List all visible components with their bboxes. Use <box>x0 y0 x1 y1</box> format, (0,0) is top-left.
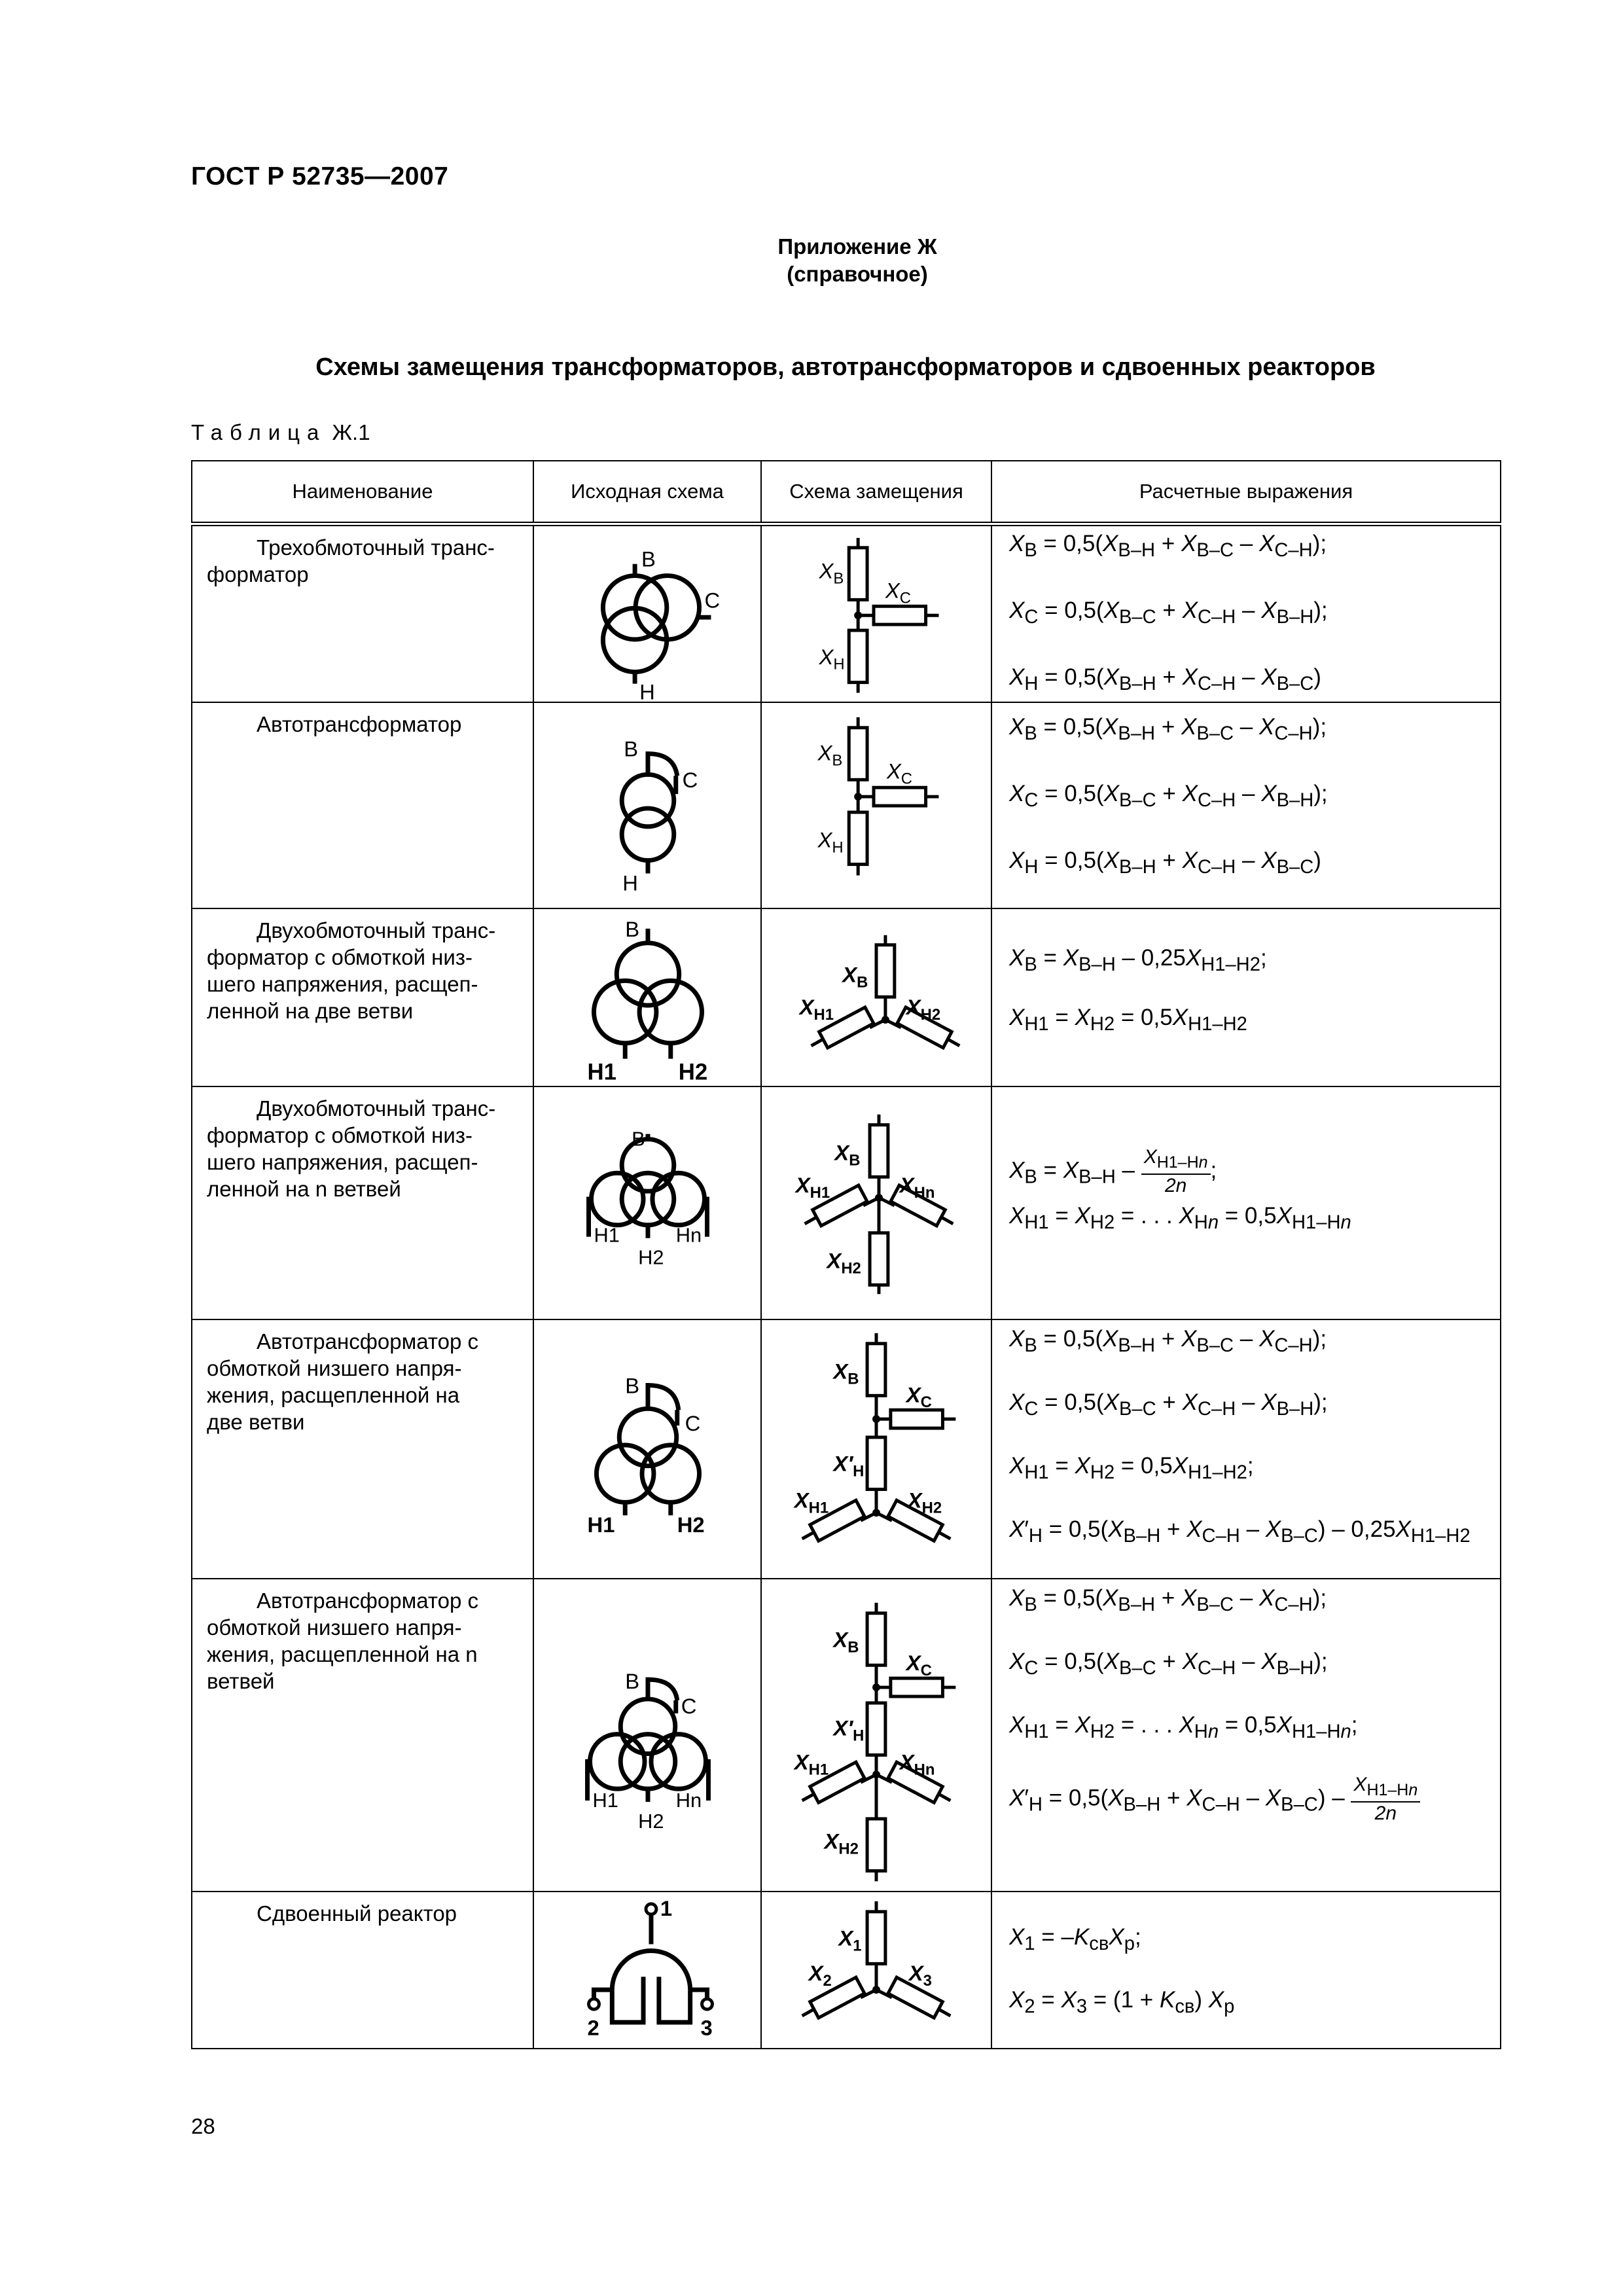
winding-circle <box>616 942 679 1005</box>
row-name-line: жения, расщепленной на n <box>207 1642 478 1667</box>
scheme-label: В <box>625 1669 640 1694</box>
subst-label: $X_Н$ <box>819 644 845 673</box>
resistor <box>867 1912 885 1964</box>
formula-line: $X_В = 0,5(X_{В-Н} + X_{В-С} - X_{С-Н})$; <box>1009 531 1327 561</box>
scheme-label: Н2 <box>677 1513 705 1537</box>
scheme-label: С <box>681 1693 697 1718</box>
formula-cell <box>991 1579 1501 1892</box>
formula-line: $X_Н = 0,5(X_{В-Н} + X_{С-Н} - X_{В-С})$ <box>1009 664 1321 694</box>
equivalent-star-split <box>762 909 991 1086</box>
formula-cell <box>991 702 1501 908</box>
scheme-label: С <box>685 1411 701 1436</box>
formula-line: $X_В = X_{В-Н}$ – $X_{Н1-Нn}$ 2n ; <box>1009 1146 1217 1197</box>
equivalent-star-auto-n <box>762 1579 991 1890</box>
split-winding-transformer-symbol <box>534 909 760 1086</box>
formula-cell <box>991 908 1501 1086</box>
subst-label: $X_{Н1}$ <box>794 1488 829 1517</box>
winding-circle <box>591 1173 643 1225</box>
n-split-autotransformer-symbol <box>534 1579 760 1890</box>
page-number: 28 <box>191 2114 215 2138</box>
formula-cell <box>991 1892 1501 2049</box>
scheme-label: Н2 <box>638 1809 664 1833</box>
row-name-line: ленной на две ветви <box>207 998 414 1023</box>
formula-line: $X_С = 0,5(X_{В-С} + X_{С-Н} - X_{В-Н})$; <box>1009 781 1328 812</box>
subst-label: $X_В$ <box>834 1140 861 1170</box>
subst-label: $X_С$ <box>906 1382 932 1412</box>
subst-label: $X_В$ <box>833 1627 859 1657</box>
equivalent-star-3 <box>762 703 991 907</box>
row-name-line: шего напряжения, расщеп- <box>207 1150 478 1175</box>
subst-label: $X_{Н2}$ <box>907 1488 942 1517</box>
scheme-label: Н <box>622 870 638 895</box>
subst-label: $X_2$ <box>808 1961 832 1990</box>
split-autotransformer-symbol <box>534 1320 760 1578</box>
source-scheme-cell <box>533 1319 761 1579</box>
resistor <box>867 1344 885 1396</box>
scheme-label: С <box>682 768 698 793</box>
appendix-type: (справочное) <box>787 262 928 286</box>
formula-line: $X_{Н1} = X_{Н2}$ = . . . $X_{Нn} = 0,5X_{Н1-Нn}$; <box>1009 1712 1358 1743</box>
resistor <box>849 548 867 600</box>
double-reactor-symbol <box>534 1892 760 2047</box>
scheme-label: Н1 <box>587 1513 615 1537</box>
substitution-table <box>191 460 1501 2049</box>
winding-circle <box>590 1734 645 1789</box>
autotransformer-tap <box>648 1386 679 1410</box>
formula-line: $X_1 = -K_{св}X_р$; <box>1009 1924 1141 1955</box>
table-header-row <box>192 461 1501 524</box>
formula-line: $X_{Н1} = X_{Н2} = 0,5X_{Н1-Н2}$; <box>1009 1453 1254 1484</box>
scheme-label: Н1 <box>592 1789 618 1812</box>
formula-line: $X_В = X_{В-Н} - 0,25X_{Н1-Н2}$; <box>1009 944 1267 975</box>
reactor-arc <box>612 1951 690 1990</box>
subst-label: $X_{Н1}$ <box>795 1173 830 1202</box>
table-row <box>192 524 1501 703</box>
autotransformer-symbol <box>534 703 760 907</box>
standard-number: ГОСТ Р 52735—2007 <box>191 162 449 190</box>
formula-line: $X'_Н = 0,5(X_{В-Н} + X_{С-Н} - X_{В-С})$ – $X_{Н1-Нn}$ 2n <box>1009 1774 1500 1825</box>
subst-label: $X_В$ <box>833 1359 859 1388</box>
formula-line: $X'_Н = 0,5(X_{В-Н} + X_{С-Н} - X_{В-С}) - 0,25X_{Н1-Н2}$ <box>1009 1516 1471 1547</box>
formula-cell <box>991 1319 1501 1579</box>
scheme-label: 3 <box>700 2015 713 2040</box>
formula-line: $X_Н = 0,5(X_{В-Н} + X_{С-Н} - X_{В-С})$ <box>1009 848 1321 878</box>
subst-label: $X_{Нn}$ <box>899 1749 935 1779</box>
row-name-line: обмоткой низшего напря- <box>207 1356 462 1381</box>
subst-label: $X_{Н1}$ <box>794 1749 829 1779</box>
winding-circle <box>620 1699 675 1754</box>
formula-line: $X_{Н1} = X_{Н2} = 0,5X_{Н1-Н2}$ <box>1009 1004 1247 1035</box>
row-name-line: ветвей <box>207 1669 275 1694</box>
row-name <box>192 702 533 908</box>
winding-circle <box>622 1173 674 1225</box>
subst-label: $X_{Нn}$ <box>899 1173 935 1202</box>
row-name-line: форматор <box>207 562 309 586</box>
table-row <box>192 702 1501 908</box>
winding-circle <box>622 809 674 861</box>
resistor <box>870 1233 888 1285</box>
scheme-label: В <box>624 736 639 761</box>
row-name-line: Трехобмоточный транс- <box>257 535 495 560</box>
row-name-line: форматор с обмоткой низ- <box>207 944 473 969</box>
column-header-name: Наименование <box>192 461 533 524</box>
subst-label: $X_В$ <box>817 740 843 770</box>
scheme-label: Н1 <box>587 1060 617 1085</box>
row-name-line: Сдвоенный реактор <box>257 1901 457 1926</box>
equivalent-star-n <box>762 1087 991 1319</box>
resistor <box>849 812 867 865</box>
resistor <box>874 788 926 806</box>
subst-label: $X'_Н$ <box>833 1451 865 1480</box>
equivalent-scheme-cell <box>761 1892 991 2049</box>
scheme-label: С <box>704 588 721 613</box>
row-name <box>192 908 533 1086</box>
three-winding-transformer-symbol <box>534 526 760 702</box>
column-header-equivalent-scheme: Схема замещения <box>761 461 991 524</box>
winding-circle <box>651 1734 706 1789</box>
table-caption-label: Таблица <box>191 420 327 444</box>
equivalent-scheme-cell <box>761 1319 991 1579</box>
row-name <box>192 1319 533 1579</box>
appendix-title: Приложение Ж <box>777 234 937 259</box>
table-row <box>192 1892 1501 2049</box>
equivalent-scheme-cell <box>761 702 991 908</box>
column-header-formulas: Расчетные выражения <box>991 461 1501 524</box>
resistor <box>849 728 867 780</box>
table-caption <box>191 420 370 445</box>
source-scheme-cell <box>533 702 761 908</box>
formula-line: $X_{Н1} = X_{Н2}$ = . . . $X_{Нn} = 0,5X_{Н1-Нn}$ <box>1009 1203 1351 1234</box>
formula-line: $X_С = 0,5(X_{В-С} + X_{С-Н} - X_{В-Н})$; <box>1009 1649 1328 1679</box>
terminal <box>702 1999 713 2009</box>
source-scheme-cell <box>533 1086 761 1319</box>
source-scheme-cell <box>533 524 761 703</box>
subst-label: $X_3$ <box>908 1961 932 1990</box>
table-row <box>192 1319 1501 1579</box>
equivalent-scheme-cell <box>761 1579 991 1892</box>
subst-label: $X'_Н$ <box>833 1715 865 1745</box>
row-name <box>192 1086 533 1319</box>
autotransformer-tap <box>648 754 677 776</box>
subst-label: $X_1$ <box>838 1926 862 1955</box>
subst-label: $X_{Н2}$ <box>827 1248 861 1278</box>
formula-line: $X_В = 0,5(X_{В-Н} + X_{В-С} - X_{С-Н})$; <box>1009 1326 1327 1357</box>
subst-label: $X_С$ <box>885 578 912 607</box>
scheme-label: 2 <box>587 2015 599 2040</box>
equivalent-scheme-cell <box>761 908 991 1086</box>
formula-cell <box>991 1086 1501 1319</box>
terminal <box>646 1904 656 1914</box>
winding-circle <box>639 980 702 1043</box>
equivalent-scheme-cell <box>761 1086 991 1319</box>
scheme-label: В <box>632 1127 645 1151</box>
table-caption-number: Ж.1 <box>326 420 370 444</box>
formula-line: $X_В = 0,5(X_{В-Н} + X_{В-С} - X_{С-Н})$; <box>1009 1585 1327 1616</box>
row-name <box>192 1892 533 2049</box>
resistor <box>867 1703 885 1755</box>
n-split-winding-transformer-symbol <box>534 1087 760 1319</box>
resistor <box>849 630 867 683</box>
resistor <box>874 606 926 624</box>
terminal <box>589 1999 599 2009</box>
subst-label: $X_{Н2}$ <box>906 994 941 1024</box>
scheme-label: Н1 <box>594 1223 620 1247</box>
resistor <box>891 1410 943 1428</box>
document-title: Схемы замещения трансформаторов, автотрансформаторов и сдвоенных реакторов <box>315 353 1376 381</box>
source-scheme-cell <box>533 1892 761 2049</box>
equivalent-scheme-cell <box>761 524 991 703</box>
row-name-line: форматор с обмоткой низ- <box>207 1123 473 1148</box>
table-row <box>192 1086 1501 1319</box>
scheme-label: В <box>625 1373 640 1398</box>
scheme-label: Нn <box>675 1223 702 1247</box>
subst-label: $X_В$ <box>819 558 844 588</box>
subst-label: $X_{Н1}$ <box>799 994 834 1024</box>
formula-line: $X_С = 0,5(X_{В-С} + X_{С-Н} - X_{В-Н})$; <box>1009 1390 1328 1420</box>
equivalent-star-3 <box>762 526 991 702</box>
winding-circle <box>620 1734 675 1789</box>
row-name-line: две ветви <box>207 1410 305 1435</box>
row-name-line: ленной на n ветвей <box>207 1177 401 1202</box>
scheme-label: 1 <box>660 1895 673 1920</box>
scheme-label: В <box>625 916 640 941</box>
source-scheme-cell <box>533 908 761 1086</box>
row-name-line: Автотрансформатор с <box>257 1588 479 1613</box>
resistor <box>867 1437 885 1490</box>
subst-label: $X_Н$ <box>817 828 844 857</box>
formula-line: $X_В = 0,5(X_{В-Н} + X_{В-С} - X_{С-Н})$; <box>1009 714 1327 745</box>
resistor <box>891 1678 943 1696</box>
row-name-line: Автотрансформатор с <box>257 1329 479 1354</box>
resistor <box>876 944 895 997</box>
formula-line: $X_2 = X_3 = (1 + K_{св})$ $X_р$ <box>1009 1987 1235 2018</box>
row-name-line: Двухобмоточный транс- <box>257 1096 496 1121</box>
row-name-line: обмоткой низшего напря- <box>207 1615 462 1640</box>
row-name-line: Двухобмоточный транс- <box>257 918 496 942</box>
source-scheme-cell <box>533 1579 761 1892</box>
subst-label: $X_{Н2}$ <box>824 1829 859 1858</box>
equivalent-star-reactor <box>762 1892 991 2047</box>
resistor <box>867 1819 885 1871</box>
table-row <box>192 1579 1501 1892</box>
subst-label: $X_С$ <box>886 759 913 788</box>
scheme-label: Н2 <box>638 1246 664 1269</box>
table-row <box>192 908 1501 1086</box>
subst-label: $X_С$ <box>906 1651 932 1680</box>
column-header-source-scheme: Исходная схема <box>533 461 761 524</box>
subst-label: $X_В$ <box>842 962 868 991</box>
row-name-line: шего напряжения, расщеп- <box>207 971 478 996</box>
formula-line: $X_С = 0,5(X_{В-С} + X_{С-Н} - X_{В-Н})$; <box>1009 598 1328 628</box>
row-name <box>192 1579 533 1892</box>
resistor <box>870 1125 888 1177</box>
resistor <box>867 1613 885 1666</box>
scheme-label: Нn <box>675 1789 702 1812</box>
winding-circle <box>652 1173 705 1225</box>
equivalent-star-auto-split <box>762 1320 991 1578</box>
formula-cell <box>991 524 1501 703</box>
row-name-line: жения, расщепленной на <box>207 1383 460 1408</box>
scheme-label: В <box>641 547 656 571</box>
scheme-label: Н2 <box>678 1060 708 1085</box>
row-name <box>192 524 533 703</box>
row-name-line: Автотрансформатор <box>257 712 462 737</box>
scheme-label: Н <box>639 679 655 702</box>
